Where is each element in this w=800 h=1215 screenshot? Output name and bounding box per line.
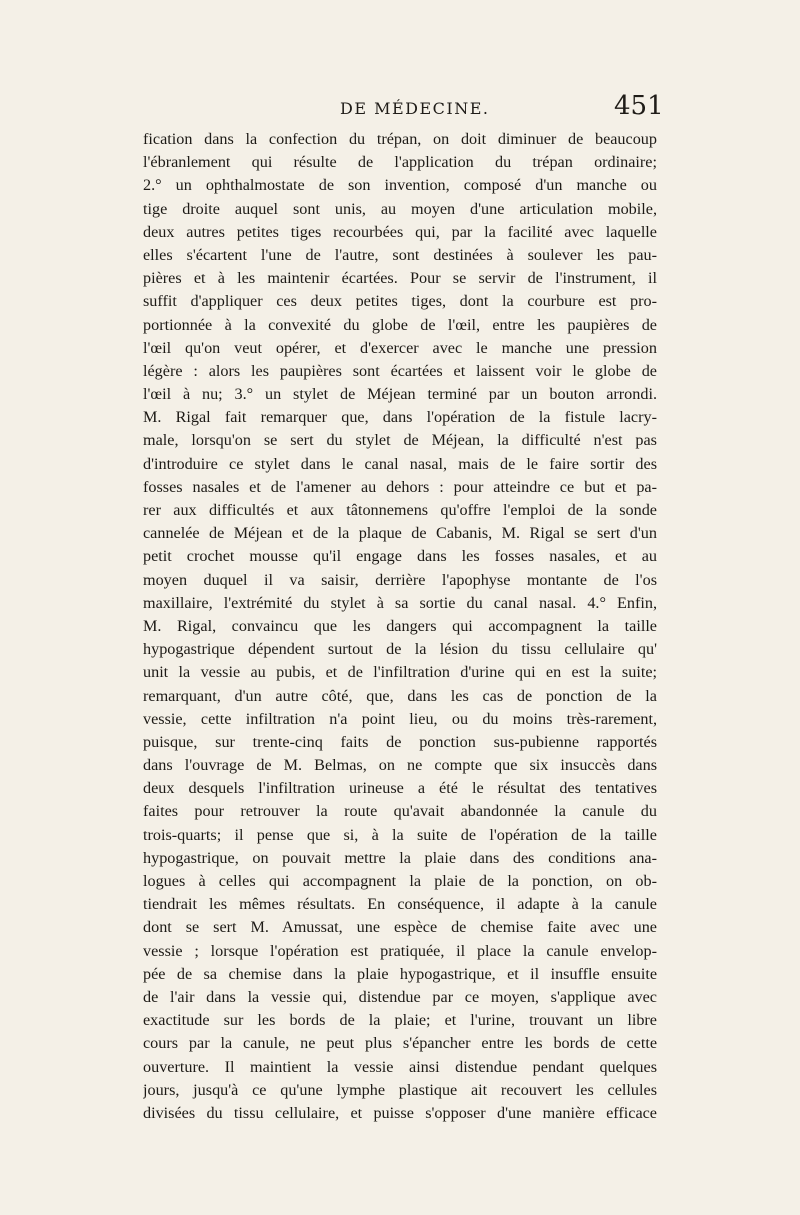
- text-line: tiendrait les mêmes résultats. En conséquence, il adapte à la canule: [143, 895, 657, 914]
- text-line: l'œil qu'on veut opérer, et d'exercer avec le manche une pression: [143, 338, 657, 357]
- text-line: faites pour retrouver la route qu'avait abandonnée la canule du: [143, 802, 657, 821]
- text-line: rer aux difficultés et aux tâtonnemens qu'offre l'emploi de la sonde: [143, 501, 657, 519]
- text-line: tige droite auquel sont unis, au moyen d'une articulation mobile,: [143, 199, 657, 218]
- text-line: fosses nasales et de l'amener au dehors : pour atteindre ce but et pa-: [143, 477, 657, 496]
- text-line: male, lorsqu'on se sert du stylet de Méjean, la difficulté n'est pas: [143, 431, 657, 450]
- text-line: petit crochet mousse qu'il engage dans les fosses nasales, et au: [143, 547, 657, 566]
- text-line: divisées du tissu cellulaire, et puisse s'opposer d'une manière efficace: [143, 1103, 657, 1122]
- text-line: vessie, cette infiltration n'a point lieu, ou du moins très-rarement,: [143, 709, 657, 728]
- text-line: l'œil à nu; 3.° un stylet de Méjean terminé par un bouton arrondi.: [143, 385, 657, 404]
- text-line: jours, jusqu'à ce qu'une lymphe plastique ait recouvert les cellules: [143, 1080, 657, 1099]
- body-text: [143, 128, 657, 1125]
- text-line: deux desquels l'infiltration urineuse a été le résultat des tentatives: [143, 779, 657, 798]
- text-line: vessie ; lorsque l'opération est pratiquée, il place la canule envelop-: [143, 941, 657, 960]
- text-line: maxillaire, l'extrémité du stylet à sa sortie du canal nasal. 4.° Enfin,: [143, 593, 657, 612]
- text-line: de l'air dans la vessie qui, distendue par ce moyen, s'applique avec: [143, 987, 657, 1006]
- text-line: elles s'écartent l'une de l'autre, sont destinées à soulever les pau-: [143, 245, 657, 264]
- text-line: exactitude sur les bords de la plaie; et l'urine, trouvant un libre: [143, 1011, 657, 1030]
- page-number: 451: [614, 91, 664, 121]
- text-line: dans l'ouvrage de M. Belmas, on ne compte que six insuccès dans: [143, 756, 657, 775]
- text-line: logues à celles qui accompagnent la plaie de la ponction, on ob-: [143, 872, 657, 890]
- text-line: M. Rigal, convaincu que les dangers qui accompagnent la taille: [143, 616, 657, 635]
- text-line: pée de sa chemise dans la plaie hypogastrique, et il insuffle ensuite: [143, 964, 657, 983]
- text-line: dont se sert M. Amussat, une espèce de chemise faite avec une: [143, 918, 657, 937]
- text-line: ouverture. Il maintient la vessie ainsi distendue pendant quelques: [143, 1057, 657, 1076]
- text-line: unit la vessie au pubis, et de l'infiltration d'urine qui en est la suite;: [143, 663, 657, 682]
- text-line: légère : alors les paupières sont écartées et laissent voir le globe de: [143, 361, 657, 380]
- text-line: 2.° un ophthalmostate de son invention, composé d'un manche ou: [143, 176, 657, 195]
- text-line: hypogastrique, on pouvait mettre la plaie dans des conditions ana-: [143, 848, 657, 867]
- text-line: puisque, sur trente-cinq faits de ponction sus-pubienne rapportés: [143, 732, 657, 751]
- text-line: pières et à les maintenir écartées. Pour se servir de l'instrument, il: [143, 269, 657, 288]
- text-line: cours par la canule, ne peut plus s'épancher entre les bords de cette: [143, 1034, 657, 1053]
- text-line: l'ébranlement qui résulte de l'application du trépan ordinaire;: [143, 153, 657, 172]
- text-line: remarquant, d'un autre côté, que, dans les cas de ponction de la: [143, 686, 657, 705]
- text-line: trois-quarts; il pense que si, à la suite de l'opération de la taille: [143, 825, 657, 844]
- text-line: d'introduire ce stylet dans le canal nasal, mais de le faire sortir des: [143, 454, 657, 473]
- page-header: [0, 91, 800, 129]
- text-line: cannelée de Méjean et de la plaque de Cabanis, M. Rigal se sert d'un: [143, 524, 657, 543]
- text-line: deux autres petites tiges recourbées qui, par la facilité avec laquelle: [143, 222, 657, 241]
- text-line: suffit d'appliquer ces deux petites tiges, dont la courbure est pro-: [143, 292, 657, 311]
- text-line: moyen duquel il va saisir, derrière l'apophyse montante de l'os: [143, 570, 657, 589]
- running-head: DE MÉDECINE.: [340, 99, 490, 118]
- text-line: hypogastrique dépendent surtout de la lésion du tissu cellulaire qu': [143, 640, 657, 659]
- text-line: fication dans la confection du trépan, on doit diminuer de beaucoup: [143, 130, 657, 148]
- text-line: M. Rigal fait remarquer que, dans l'opération de la fistule lacry-: [143, 408, 657, 427]
- text-line: portionnée à la convexité du globe de l'œil, entre les paupières de: [143, 315, 657, 334]
